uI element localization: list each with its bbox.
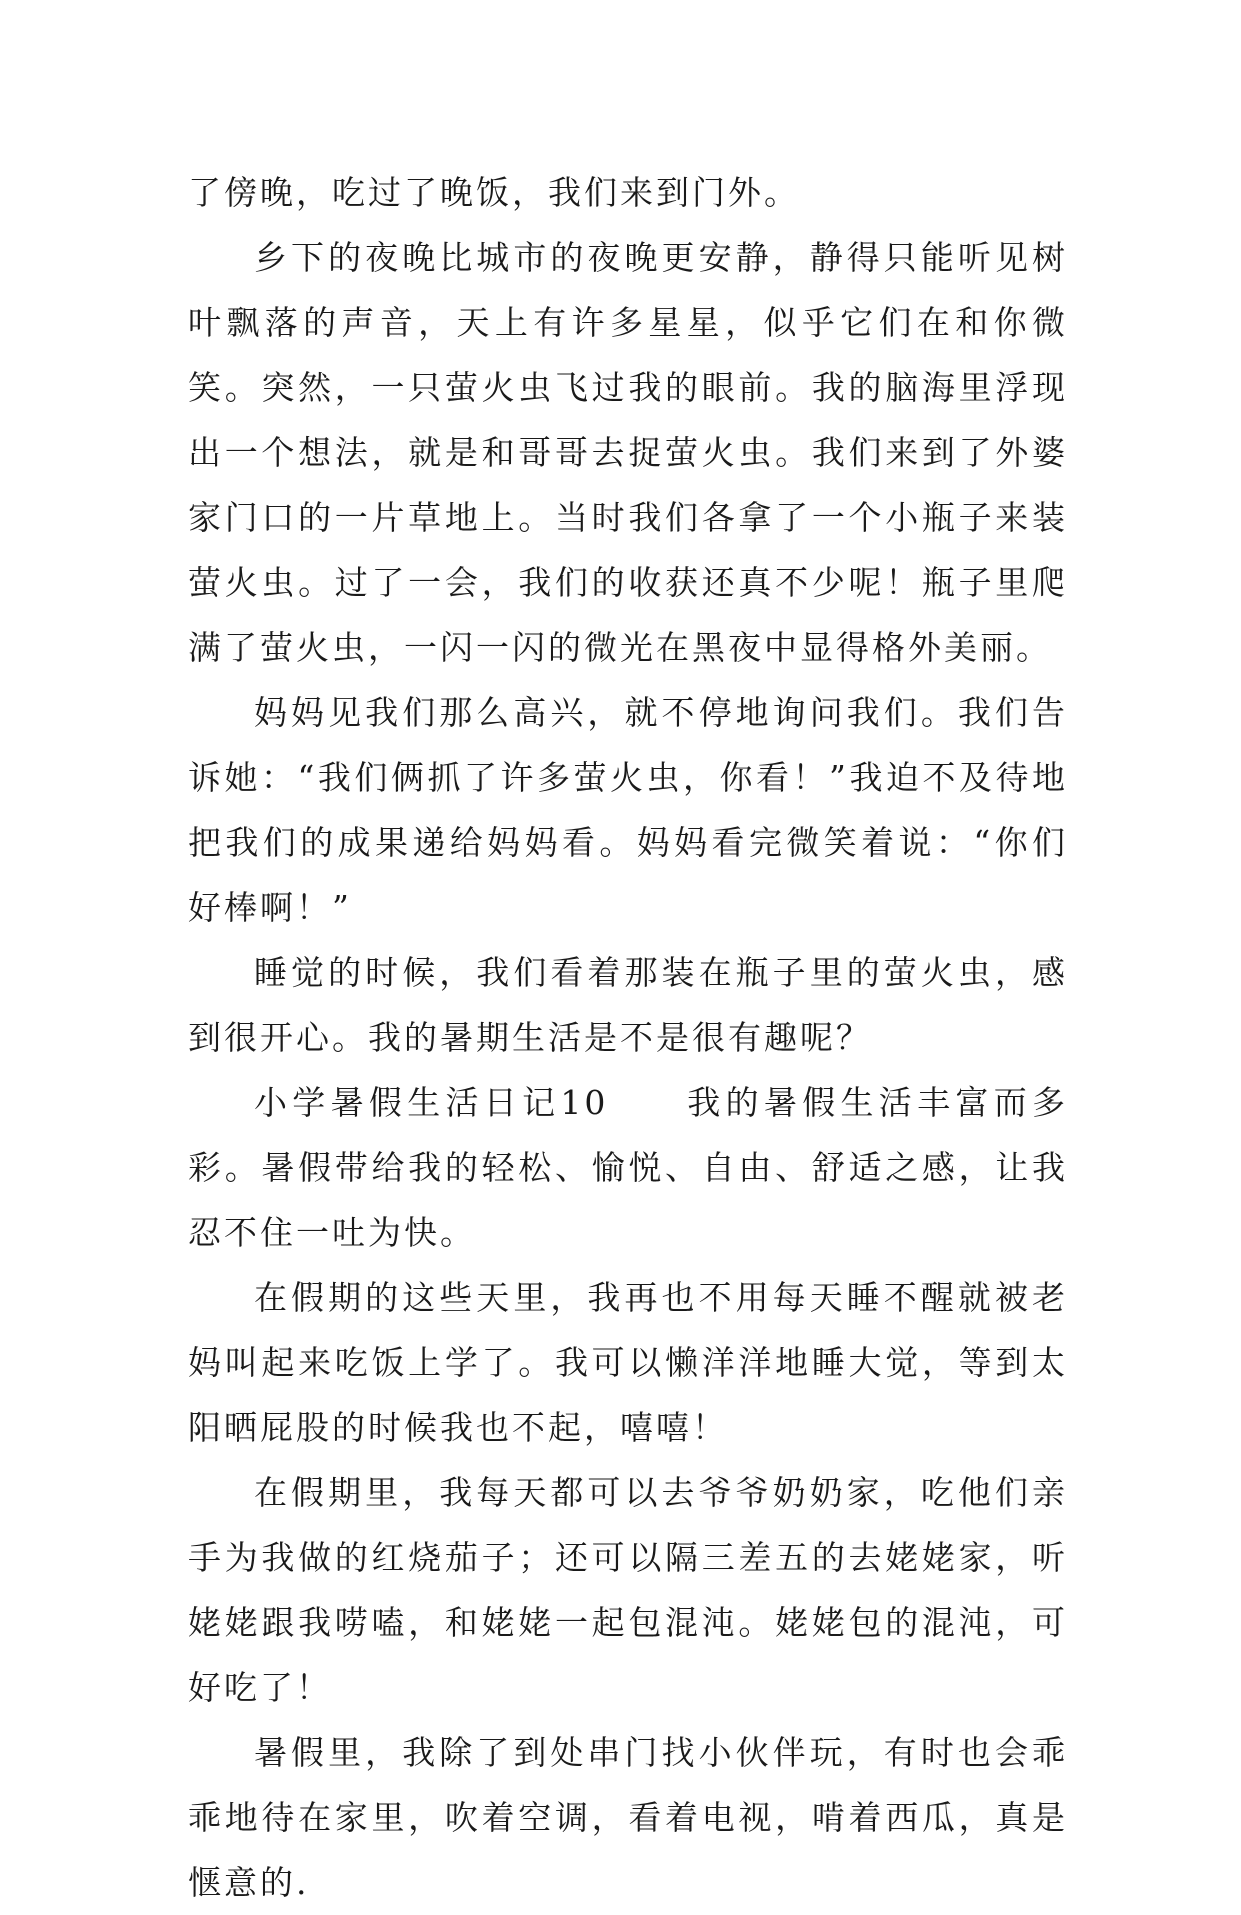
paragraph-7: 在假期里，我每天都可以去爷爷奶奶家，吃他们亲手为我做的红烧茄子；还可以隔三差五的去姥姥家，听姥姥跟我唠嗑，和姥姥一起包混沌。姥姥包的混沌，可好吃了！	[188, 1473, 1068, 1707]
paragraph-1: 了傍晚，吃过了晚饭，我们来到门外。	[188, 173, 800, 212]
paragraph-5: 小学暑假生活日记10 我的暑假生活丰富而多彩。暑假带给我的轻松、愉悦、自由、舒适之感，让我忍不住一吐为快。	[188, 1083, 1068, 1252]
paragraph-3: 妈妈见我们那么高兴，就不停地询问我们。我们告诉她：“我们俩抓了许多萤火虫，你看！”我迫不及待地把我们的成果递给妈妈看。妈妈看完微笑着说：“你们好棒啊！”	[188, 693, 1068, 927]
paragraph-8: 暑假里，我除了到处串门找小伙伴玩，有时也会乖乖地待在家里，吹着空调，看着电视，啃着西瓜，真是惬意的.	[188, 1733, 1068, 1902]
document-body	[188, 160, 1068, 1915]
paragraph-2: 乡下的夜晚比城市的夜晚更安静，静得只能听见树叶飘落的声音，天上有许多星星，似乎它们在和你微笑。突然，一只萤火虫飞过我的眼前。我的脑海里浮现出一个想法，就是和哥哥去捉萤火虫。我们来到了外婆家门口的一片草地上。当时我们各拿了一个小瓶子来装萤火虫。过了一会，我们的收获还真不少呢！瓶子里爬满了萤火虫，一闪一闪的微光在黑夜中显得格外美丽。	[188, 238, 1068, 667]
paragraph-6: 在假期的这些天里，我再也不用每天睡不醒就被老妈叫起来吃饭上学了。我可以懒洋洋地睡大觉，等到太阳晒屁股的时候我也不起，嘻嘻！	[188, 1278, 1068, 1447]
paragraph-4: 睡觉的时候，我们看着那装在瓶子里的萤火虫，感到很开心。我的暑期生活是不是很有趣呢？	[188, 953, 1068, 1057]
